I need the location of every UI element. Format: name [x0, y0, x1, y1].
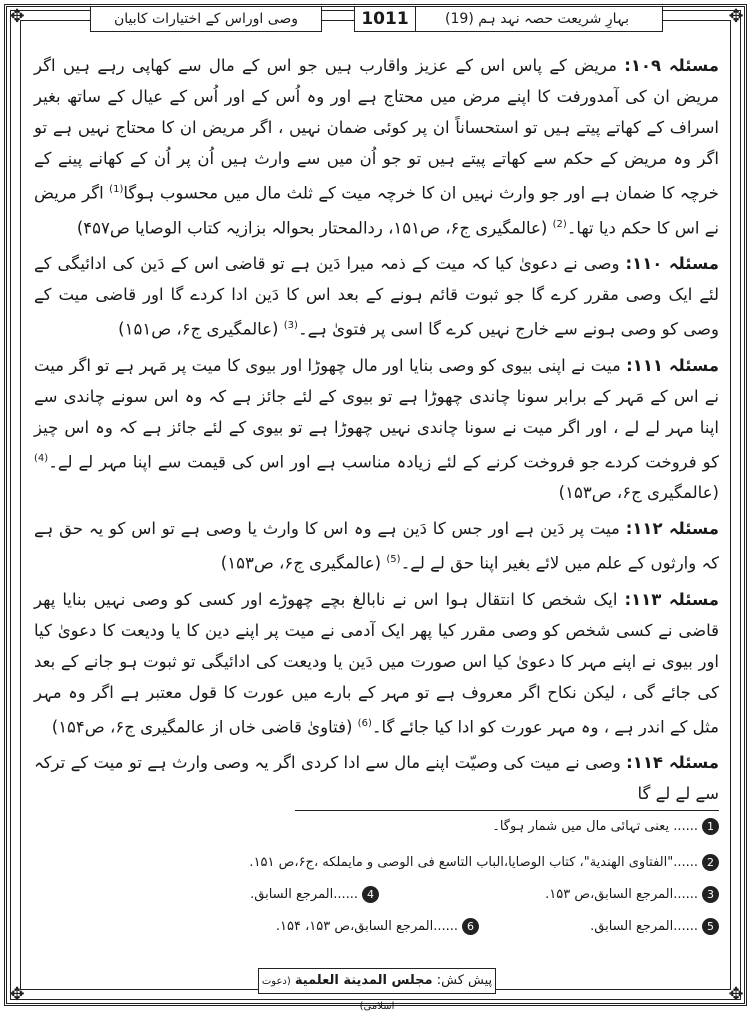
masala-paragraph: مسئلہ ۱۰۹: مریض کے پاس اس کے عزیز واقارب ہیں جو اس کے مال سے کھاپی رہے ہیں اگر مریض ان کی آمدورفت کا اپنے مرض میں محتاج ہے اور وہ اُس کے اور اُس کے عیال کے ساتھ بغیر اسراف کے کھاتے پیتے ہیں تو استحساناً ان پر کوئی ضمان نہیں ، اگر مریض ان کا محتاج نہیں ہے تو اگر وہ مریض کے حکم سے کھاتے پیتے ہیں تو جو اُن میں سے وارث ہیں اُن پر اُن کے کھانے پینے کے خرچہ کا ضمان ہے اور جو وارث نہیں ان کا خرچہ میت کے ثلث مال میں محسوب ہوگا$^{(1)}$ اگر مریض نے اس کا حکم دیا تھا۔$^{(2)}$ (عالمگیری ج۶، ص۱۵۱، ردالمحتار بحوالہ بزازیہ کتاب الوصایا ص۴۵۷)	[34, 56, 719, 237]
masala-paragraph: مسئلہ ۱۱۲: میت پر دَین ہے اور جس کا دَین ہے وہ اس کا وارث یا وصی ہے تو اس کو یہ حق ہے کہ وارثوں کے علم میں لائے بغیر اپنا حق لے لے۔$^{(5)}$ (عالمگیری ج۶، ص۱۵۳)	[34, 519, 719, 573]
citation: (عالمگیری ج۶، ص۱۵۳)	[220, 553, 387, 573]
footnote-item: 1...... یعنی تہائی مال میں شمار ہوگا۔	[492, 818, 719, 835]
footnote-item: 3......المرجع السابق،ص ۱۵۳.	[545, 886, 719, 903]
footnote-item: 4......المرجع السابق.	[250, 886, 379, 903]
publisher-sub: (دعوت اسلامی)	[261, 976, 395, 1012]
masala-label: مسئلہ ۱۱۴:	[626, 753, 719, 772]
publisher-name: مجلس المدينة العلمية	[294, 973, 433, 988]
footnote-ref[interactable]: (3)	[283, 320, 298, 331]
footnote-ref[interactable]: (2)	[552, 218, 567, 230]
citation: (عالمگیری ج۶، ص۱۵۳)	[558, 483, 719, 502]
corner-ornament-icon: ✥	[9, 984, 25, 1005]
footnote-number: 4	[362, 886, 379, 903]
masala-label: مسئلہ ۱۱۱:	[626, 355, 719, 375]
page-footer	[258, 968, 496, 1012]
citation: (عالمگیری ج۶، ص۱۵۱)	[118, 319, 284, 339]
footnote-number: 1	[702, 818, 719, 835]
masala-label: مسئلہ ۱۰۹:	[624, 56, 719, 75]
masala-label: مسئلہ ۱۱۲:	[625, 519, 719, 538]
masala-paragraph: مسئلہ ۱۱۳: ایک شخص کا انتقال ہوا اس نے نابالغ بچے چھوڑے اور کسی کو وصی نہیں بنایا پھر قاضی نے کسی شخص کو وصی مقرر کیا پھر ایک آدمی نے میت پر اپنے دین کا یا ودیعت کا دعویٰ کیا اور بیوی نے اپنے مہر کا دعویٰ کیا اس صورت میں دَین یا ودیعت کی ادائیگی تو ثبوت ہو جانے کے بعد کی جائے گی ، لیکن نکاح اگر معروف ہے تو مہر کے بارے میں عورت کا قول معتبر ہے اگر وہ مہر مثل کے اندر ہے ، وہ مہر عورت کو ادا کیا جائے گا۔$^{(6)}$ (فتاویٰ قاضی خاں از عالمگیری ج۶، ص۱۵۴)	[34, 589, 720, 736]
masala-label: مسئلہ ۱۱۳:	[624, 589, 720, 609]
page-header	[90, 6, 663, 32]
corner-ornament-icon: ✥	[728, 984, 744, 1005]
book-title: بہارِ شریعت حصہ نہد ہم (19)	[411, 6, 663, 32]
footnote-ref[interactable]: (6)	[357, 717, 372, 729]
masala-paragraph: مسئلہ ۱۱۰: وصی نے دعویٰ کیا کہ میت کے ذمہ میرا دَین ہے تو قاضی اس کے دَین کی ادائیگی کے لئے ایک وصی مقرر کرے گا جو ثبوت قائم ہونے کے بعد اس کا دَین ادا کردے گا اور قاضی میت کے وصی کو وصی ہونے سے خارج نہیں کرے گا اسی پر فتویٰ ہے۔$^{(3)}$ (عالمگیری ج۶، ص۱۵۱)	[34, 254, 719, 339]
main-text	[34, 50, 719, 814]
footnote-number: 5	[702, 918, 719, 935]
footnote-ref[interactable]: (1)	[109, 184, 124, 195]
masala-paragraph: مسئلہ ۱۱۱: میت نے اپنی بیوی کو وصی بنایا اور مال چھوڑا اور بیوی کا میت پر مَہر ہے تو اگر میت نے اس کے مَہر کے برابر سونا چاندی چھوڑا ہے تو بیوی کے لئے جائز ہے کہ وہ اس سونے چاندی سے اپنا مہر لے لے ، اور اگر میت نے سونا چاندی نہیں چھوڑا ہے تو بیوی کے لئے جائز ہے کہ وہ اس چیز کو فروخت کردے جو فروخت کرنے کے لئے زیادہ مناسب ہے اور اس کی قیمت سے اپنا مہر لے لے۔$^{(4)}$ (عالمگیری ج۶، ص۱۵۳)	[34, 355, 719, 502]
footnote-divider	[295, 810, 719, 811]
footnote-number: 3	[702, 886, 719, 903]
footnote-ref[interactable]: (4)	[34, 452, 49, 464]
corner-ornament-icon: ✥	[728, 6, 744, 27]
masala-paragraph: مسئلہ ۱۱۴: وصی نے میت کی وصیّت اپنے مال سے ادا کردی اگر یہ وصی وارث ہے تو میت کے ترکہ سے لے لے گا	[34, 753, 719, 803]
presenter-label: پیش کش:	[436, 973, 493, 988]
page-number: 1011	[354, 6, 416, 32]
corner-ornament-icon: ✥	[9, 6, 25, 27]
footnote-number: 6	[462, 918, 479, 935]
chapter-title: وصی اوراس کے اختیارات کابیان	[90, 6, 322, 32]
citation: (عالمگیری ج۶، ص۱۵۱، ردالمحتار بحوالہ بزازیہ کتاب الوصایا ص۴۵۷)	[76, 218, 553, 237]
footnote-number: 2	[702, 854, 719, 871]
citation: (فتاویٰ قاضی خاں از عالمگیری ج۶، ص۱۵۴)	[51, 717, 358, 736]
footnote-item: 6......المرجع السابق،ص ۱۵۳، ۱۵۴.	[276, 918, 479, 935]
masala-label: مسئلہ ۱۱۰:	[625, 254, 719, 273]
footnote-ref[interactable]: (5)	[386, 554, 401, 565]
footnote-item: 5......المرجع السابق.	[590, 918, 719, 935]
footnote-item: 2......"الفتاوی الهندیة"، کتاب الوصایا،الباب التاسع فی الوصی و مایملكه ،ج۶،ص ۱۵۱.	[249, 854, 719, 871]
